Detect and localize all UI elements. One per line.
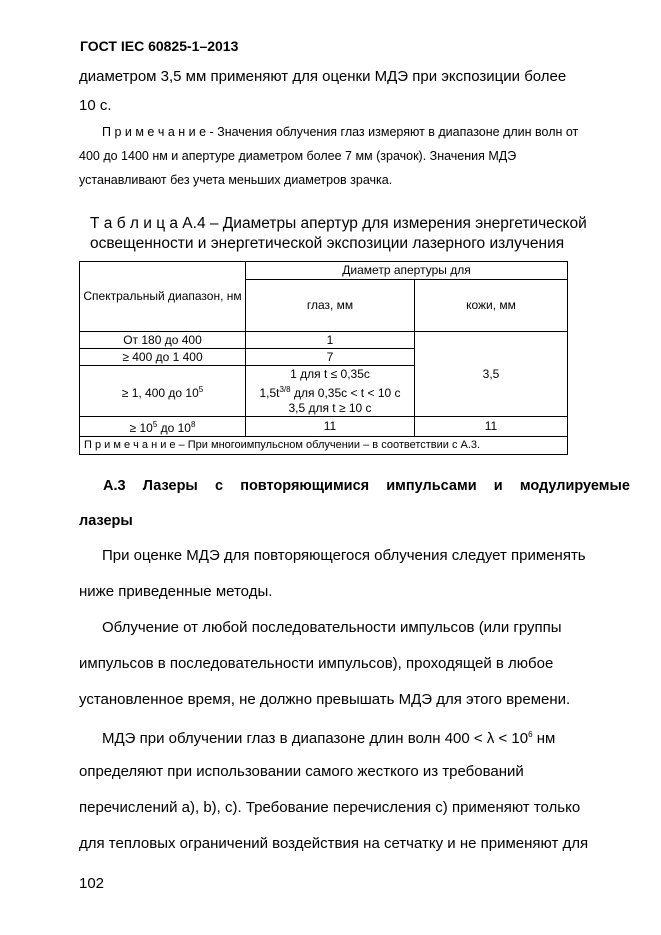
document-header: ГОСТ IEC 60825-1–2013 <box>80 38 239 54</box>
table-note: П р и м е ч а н и е – При многоимпульсном облучении – в соответствии с А.3. <box>80 437 568 455</box>
intro-line-1: диаметром 3,5 мм применяют для оценки МДЭ при экспозиции более <box>79 68 567 85</box>
note-1-line-1: П р и м е ч а н и е - Значения облучения глаз измеряют в диапазоне длин волн от <box>102 125 579 139</box>
para-3-line-3: перечислений а), b), с). Требование перечисления с) применяют только <box>79 799 581 816</box>
para-3-line-2: определяют при использовании самого жесткого из требований <box>79 763 524 780</box>
table-caption: Т а б л и ц а А.4 – Диаметры апертур для измерения энергетической освещенности и энергетической экспозиции лазерного излучения <box>90 215 587 252</box>
header-aperture-diameter: Диаметр апертуры для <box>246 262 568 280</box>
note-label: П р и м е ч а н и е <box>102 125 207 139</box>
header-spectral-range: Спектральный диапазон, нм <box>80 262 246 332</box>
para-2-line-2: импульсов в последовательности импульсов), проходящей в любое <box>79 655 554 672</box>
section-heading-line-2: лазеры <box>79 513 133 529</box>
row-4-range: ≥ $10^5$ до $10^8$ <box>80 417 246 437</box>
para-3-line-1: МДЭ при облучении глаз в диапазоне длин волн $400 < \lambda < 10^6$ нм <box>102 730 556 747</box>
row-2-eye: 7 <box>246 349 415 366</box>
aperture-table <box>79 261 568 455</box>
row-3-eye: 1 для t ≤ 0,35с $1,5t^{3/8}$ для 0,35с < t < 10 с 3,5 для t ≥ 10 с <box>246 366 415 417</box>
skin-merged-value: 3,5 <box>415 332 568 417</box>
para-1-line-1: При оценке МДЭ для повторяющегося облучения следует применять <box>102 547 586 564</box>
para-2-line-3: установленное время, не должно превышать МДЭ для этого времени. <box>79 691 571 708</box>
para-2-line-1: Облучение от любой последовательности импульсов (или группы <box>102 619 562 636</box>
row-1-eye: 1 <box>246 332 415 349</box>
header-eye: глаз, мм <box>246 280 415 332</box>
section-heading: А.3 Лазеры с повторяющимися импульсами и модулируемые <box>103 478 630 494</box>
para-3-line-4: для тепловых ограничений воздействия на сетчатку и не применяют для <box>79 835 589 852</box>
page-number: 102 <box>79 875 105 892</box>
row-2-range: ≥ 400 до 1 400 <box>80 349 246 366</box>
intro-line-2: 10 с. <box>79 97 112 114</box>
row-1-range: От 180 до 400 <box>80 332 246 349</box>
header-skin: кожи, мм <box>415 280 568 332</box>
note-1-line-2: 400 до 1400 нм и апертуре диаметром более 7 мм (зрачок). Значения МДЭ <box>79 149 517 163</box>
row-4-eye: 11 <box>246 417 415 437</box>
note-1-line-3: устанавливают без учета меньших диаметров зрачка. <box>79 173 393 187</box>
row-4-skin: 11 <box>415 417 568 437</box>
para-1-line-2: ниже приведенные методы. <box>79 583 273 600</box>
row-3-range: ≥ 1, 400 до $10^5$ <box>80 366 246 417</box>
